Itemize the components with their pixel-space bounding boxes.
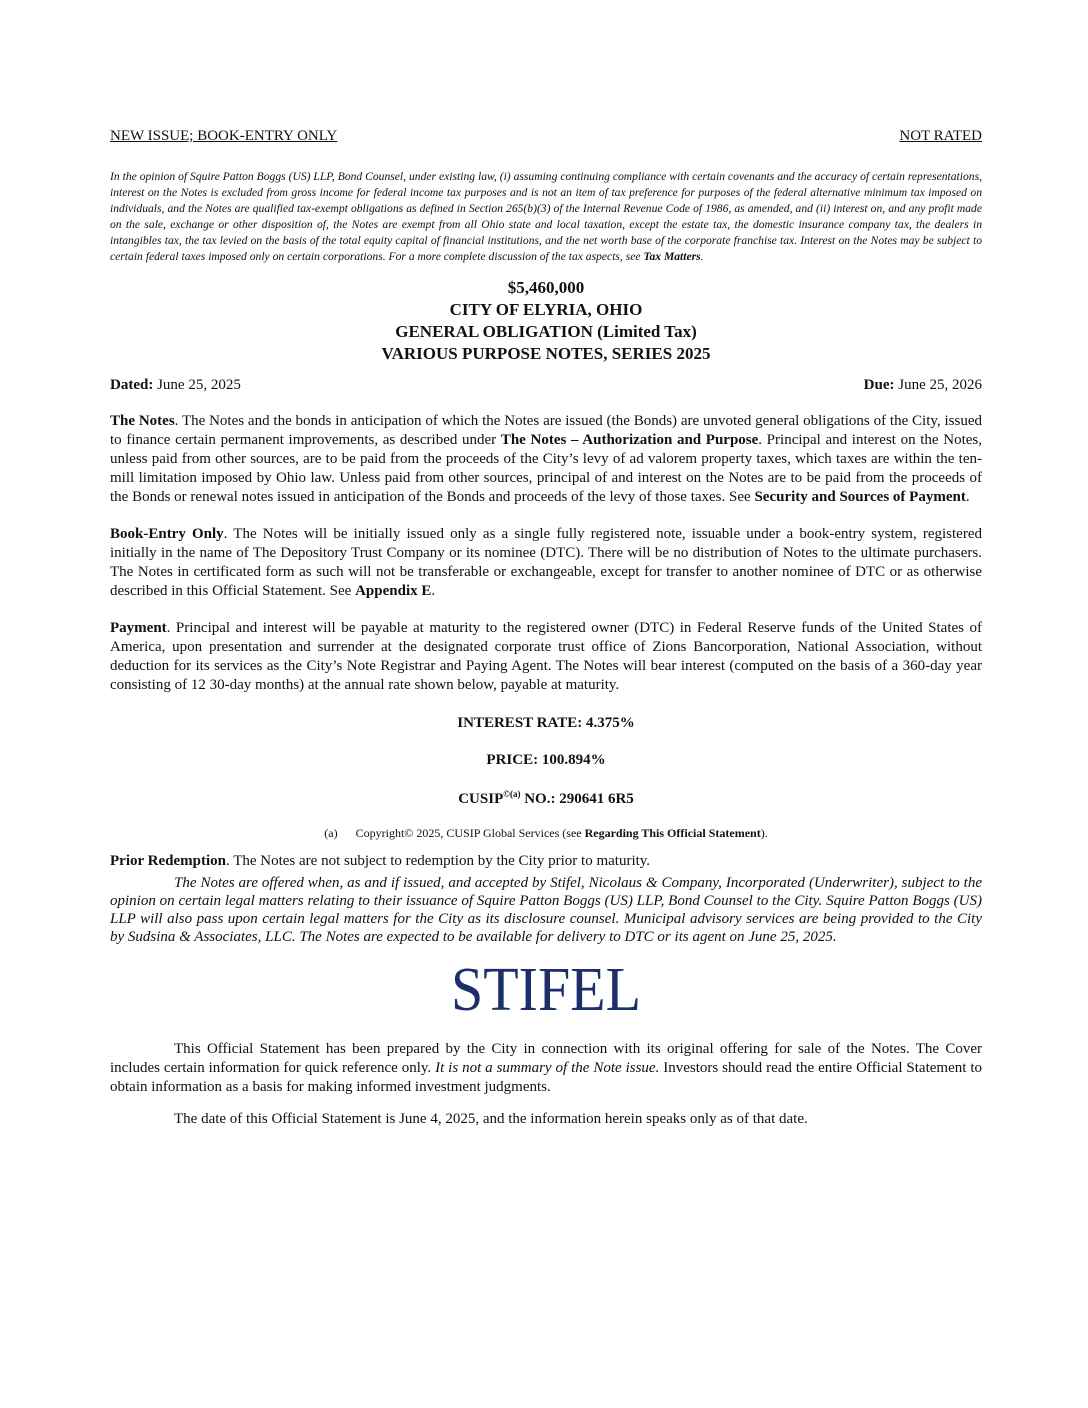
- book-entry-end: .: [431, 583, 436, 599]
- due-value: June 25, 2026: [894, 377, 982, 393]
- obligation-type: GENERAL OBLIGATION (Limited Tax): [395, 322, 697, 341]
- cusip-value: NO.: 290641 6R5: [520, 791, 634, 807]
- header-line: [110, 128, 982, 145]
- footnote-reference: Regarding This Official Statement: [584, 826, 761, 840]
- dated-date: [110, 377, 241, 394]
- dates-row: [110, 377, 982, 394]
- the-notes-text-2: . Principal and interest on the Notes, unless paid from other sources, are to be paid from the proceeds of the City’s levy of ad valorem property taxes, which taxes are within the ten-mill limitation imposed by Ohio law. Unless paid from other sources, principal of and interest on the Notes are to be paid from the proceeds of the Bonds or renewal notes issued in anticipation of the Bonds and proceeds of the levy of those taxes. See: [110, 432, 982, 505]
- the-notes-text-1: . The Notes and the bonds in anticipation of which the Notes are issued (the Bonds) are unvoted general obligations of the City, issued to finance certain permanent improvements, as described under: [110, 413, 982, 448]
- footnote-mark: (a): [324, 826, 338, 840]
- cusip-superscript: ©(a): [503, 789, 521, 799]
- issue-type-label: NEW ISSUE; BOOK-ENTRY ONLY: [110, 128, 338, 144]
- tax-opinion-end: .: [700, 250, 704, 263]
- dated-label: Dated:: [110, 377, 154, 393]
- issuer-name: CITY OF ELYRIA, OHIO: [449, 300, 643, 319]
- authorization-reference: The Notes – Authorization and Purpose: [500, 432, 759, 448]
- issue-title-block: [110, 277, 982, 365]
- price: PRICE: 100.894%: [486, 752, 606, 768]
- stifel-logo-graphic: [446, 952, 646, 1020]
- not-summary-text: It is not a summary of the Note issue.: [435, 1060, 660, 1076]
- cusip-footnote: [110, 826, 982, 841]
- payment-heading: Payment: [110, 620, 167, 636]
- rating-label: NOT RATED: [899, 128, 982, 144]
- stifel-logo: [110, 952, 982, 1022]
- book-entry-paragraph: [110, 525, 982, 601]
- appendix-e-reference: Appendix E: [355, 583, 432, 599]
- issue-amount: $5,460,000: [507, 278, 585, 297]
- the-notes-heading: The Notes: [110, 413, 175, 429]
- offering-paragraph: The Notes are offered when, as and if issued, and accepted by Stifel, Nicolaus & Company, Incorporated (Underwriter), subject to the opinion on certain legal matters relating to their issuance of Squire Patton Boggs (US) LLP, Bond Counsel to the City. Squire Patton Boggs (US) LLP will also pass upon certain legal matters for the City as its disclosure counsel. Municipal advisory services are being provided to the City by Sudsina & Associates, LLC. The Notes are expected to be available for delivery to DTC or its agent on June 25, 2025.: [110, 875, 982, 945]
- prior-redemption-text: . The Notes are not subject to redemption by the City prior to maturity.: [225, 853, 651, 869]
- statement-date-paragraph: The date of this Official Statement is June 4, 2025, and the information herein speaks only as of that date.: [174, 1111, 808, 1127]
- footnote-end: ).: [760, 826, 768, 840]
- cusip-label: CUSIP: [458, 791, 504, 807]
- prepared-paragraph: [110, 1040, 982, 1097]
- stifel-logo-text: STIFEL: [451, 956, 641, 1020]
- payment-paragraph: [110, 619, 982, 695]
- payment-text: . Principal and interest will be payable at maturity to the registered owner (DTC) in Federal Reserve funds of the United States of America, upon presentation and surrender at the designated corporate trust office of Zions Bancorporation, National Association, without deduction for its services as the City’s Note Registrar and Paying Agent. The Notes will bear interest (computed on the basis of a 360-day year consisting of 12 30-day months) at the annual rate shown below, payable at maturity.: [110, 620, 982, 693]
- series-title: VARIOUS PURPOSE NOTES, SERIES 2025: [381, 344, 711, 363]
- prior-redemption-paragraph: [110, 853, 982, 870]
- tax-opinion-paragraph: [110, 169, 982, 265]
- interest-rate: INTEREST RATE: 4.375%: [457, 715, 635, 731]
- book-entry-text: . The Notes will be initially issued only as a single fully registered note, issuable under a book-entry system, registered initially in the name of The Depository Trust Company or its nominee (DTC). There will be no distribution of Notes to the ultimate purchasers. The Notes in certificated form as such will not be transferable or exchangeable, except for transfer to another nominee of DTC or as otherwise described in this Official Statement. See: [110, 526, 982, 599]
- official-statement-cover: [110, 128, 982, 1128]
- security-reference: Security and Sources of Payment: [754, 489, 966, 505]
- the-notes-paragraph: [110, 412, 982, 507]
- tax-matters-reference: Tax Matters: [643, 250, 701, 263]
- footnote-text: Copyright© 2025, CUSIP Global Services (see: [355, 826, 585, 840]
- dated-value: June 25, 2025: [153, 377, 241, 393]
- tax-opinion-text: In the opinion of Squire Patton Boggs (US) LLP, Bond Counsel, under existing law, (i) assuming continuing compliance with certain covenants and the accuracy of certain representations, interest on the Notes is excluded from gross income for federal income tax purposes and is not an item of tax preference for purposes of the federal alternative minimum tax imposed on individuals, and the Notes are qualified tax-exempt obligations as defined in Section 265(b)(3) of the Internal Revenue Code of 1986, as amended, and (ii) interest on, and any profit made on the sale, exchange or other disposition of, the Notes are exempt from all Ohio state and local taxation, except the estate tax, the domestic insurance company tax, the dealers in intangibles tax, the tax levied on the basis of the total equity capital of financial institutions, and the net worth base of the corporate franchise tax. Interest on the Notes may be subject to certain federal taxes imposed only on certain corporations. For a more complete discussion of the tax aspects, see: [110, 170, 982, 263]
- prior-redemption-heading: Prior Redemption: [110, 853, 226, 869]
- due-label: Due:: [863, 377, 895, 393]
- prepared-text-2: Investors should read the entire Official Statement to obtain information as a basis for making informed investment judgments.: [110, 1060, 982, 1095]
- prepared-text-1: This Official Statement has been prepared by the City in connection with its original offering for sale of the Notes. The Cover includes certain information for quick reference only.: [110, 1041, 982, 1076]
- the-notes-text-3: .: [965, 489, 970, 505]
- cusip-number: [110, 789, 982, 808]
- book-entry-heading: Book-Entry Only: [110, 526, 224, 542]
- due-date: [864, 377, 982, 394]
